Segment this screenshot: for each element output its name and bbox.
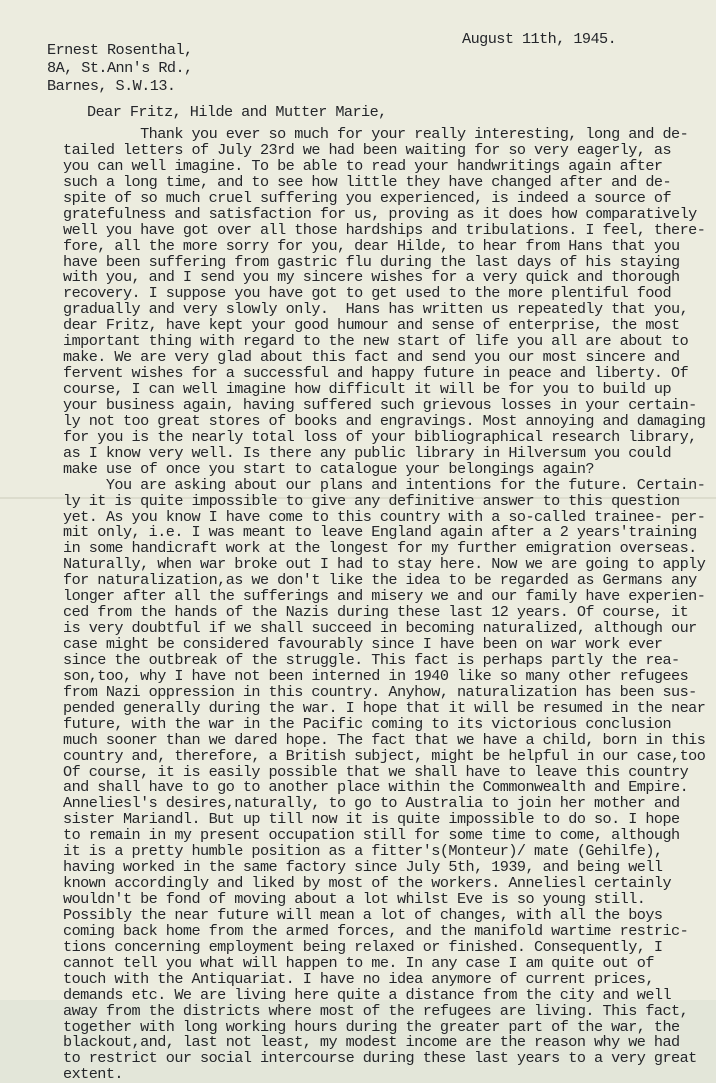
body-text-line: course, I can well imagine how difficult it will be for you to build up [63,380,672,398]
body-text-line: well you have got over all those hardships and tribulations. I feel, there- [63,220,706,239]
body-text-line: together with long working hours during the greater part of the war, the [63,1017,680,1036]
body-text-line: touch with the Antiquariat. I have no idea anymore of current prices, [63,969,654,988]
body-text-line: gradually and very slowly only. Hans has written us repeatedly that you, [63,300,689,319]
body-text-line: country and, therefore, a British subject, might be helpful in our case,too [63,746,706,765]
body-text-line: to remain in my present occupation still for some time to come, although [63,826,680,845]
body-text-line: blackout,and, last not least, my modest income are the reason why we had [63,1033,680,1052]
body-text-line: tions concerning employment being relaxed or finished. Consequently, I [63,937,663,956]
body-text-line: extent. [63,1065,123,1083]
body-text-line: longer after all the sufferings and misery we and our family have experien- [63,587,706,606]
letter-date: August 11th, 1945. [462,30,617,48]
body-text-line: from Nazi oppression in this country. Anyhow, naturalization has been sus- [63,682,697,701]
sender-address-line: Ernest Rosenthal, [47,41,193,59]
body-text-line: make. We are very glad about this fact and send you our most sincere and [63,348,680,367]
body-text-line: Thank you ever so much for your really interesting, long and de- [63,125,689,143]
body-text-line: much sooner than we dared hope. The fact that we have a child, born in this [63,730,706,749]
body-text-line: wouldn't be fond of moving about a lot whilst Eve is so young still. [63,890,646,908]
body-text-line: future, with the war in the Pacific coming to its victorious conclusion [63,714,672,733]
sender-address-line: 8A, St.Ann's Rd., [47,59,193,77]
body-text-line: yet. As you know I have come to this country with a so-called trainee- per- [63,507,706,526]
body-text-line: Naturally, when war broke out I had to stay here. Now we are going to apply [63,555,706,574]
letter-body [63,125,706,1083]
body-text-line: fervent wishes for a successful and happy future in peace and liberty. Of [63,364,689,383]
body-text-line: in some handicraft work at the longest for my further emigration overseas. [63,539,697,558]
body-text-line: to restrict our social intercourse during these last years to a very great [63,1049,697,1068]
body-text-line: tailed letters of July 23rd we had been waiting for so very eagerly, as [63,140,672,159]
body-text-line: known accordingly and liked by most of the workers. Anneliesl certainly [63,874,672,893]
body-text-line: with you, and I send you my sincere wishes for a very quick and thorough [63,268,680,287]
body-text-line: cannot tell you what will happen to me. In any case I am quite out of [63,953,654,972]
body-text-line: Anneliesl's desires,naturally, to go to Australia to join her mother and [63,794,680,813]
sender-address [47,41,193,95]
body-text-line: for naturalization,as we don't like the idea to be regarded as Germans any [63,571,697,590]
body-text-line: ly it is quite impossible to give any definitive answer to this question [63,491,680,510]
body-text-line: sister Mariandl. But up till now it is quite impossible to do so. I hope [63,810,680,829]
body-text-line: coming back home from the armed forces, and the manifold wartime restric- [63,921,689,940]
letter-salutation: Dear Fritz, Hilde and Mutter Marie, [87,103,387,121]
body-text-line: Of course, it is easily possible that we shall have to leave this country [63,762,689,781]
body-text-line: son,too, why I have not been interned in 1940 like so many other refugees [63,666,689,685]
body-text-line: Possibly the near future will mean a lot of changes, with all the boys [63,905,663,924]
body-text-line: demands etc. We are living here quite a distance from the city and well [63,985,672,1004]
body-text-line: it is a pretty humble position as a fitter's(Monteur)/ mate (Gehilfe), [63,842,663,861]
body-text-line: since the outbreak of the struggle. This fact is perhaps partly the rea- [63,650,680,669]
body-text-line: ly not too great stores of books and engravings. Most annoying and damaging [63,411,706,430]
body-text-line: and shall have to go to another place within the Commonwealth and Empire. [63,778,689,797]
sender-address-line: Barnes, S.W.13. [47,77,176,95]
body-text-line: fore, all the more sorry for you, dear Hilde, to hear from Hans that you [63,236,680,255]
body-text-line: important thing with regard to the new start of life you all are about to [63,332,689,351]
body-text-line: is very doubtful if we shall succeed in becoming naturalized, although our [63,619,697,638]
body-text-line: mit only, i.e. I was meant to leave England again after a 2 years'training [63,523,697,542]
body-text-line: case might be considered favourably since I have been on war work ever [63,635,663,653]
body-text-line: as I know very well. Is there any public library in Hilversum you could [63,443,672,462]
body-text-line: recovery. I suppose you have got to get used to the more plentiful food [63,284,672,303]
body-text-line: gratefulness and satisfaction for us, proving as it does how comparatively [63,204,697,223]
body-text-line: for you is the nearly total loss of your bibliographical research library, [63,427,697,446]
body-text-line: your business again, having suffered such grievous losses in your certain- [63,395,697,414]
body-text-line: You are asking about our plans and intentions for the future. Certain- [63,475,706,494]
body-text-line: away from the districts where most of the refugees are living. This fact, [63,1001,689,1020]
body-text-line: pended generally during the war. I hope that it will be resumed in the near [63,698,706,717]
body-text-line: have been suffering from gastric flu during the last days of his staying [63,252,680,271]
body-text-line: spite of so much cruel suffering you experienced, is indeed a source of [63,188,672,207]
body-text-line: ced from the hands of the Nazis during these last 12 years. Of course, it [63,603,689,622]
body-text-line: having worked in the same factory since July 5th, 1939, and being well [63,858,663,877]
body-text-line: make use of once you start to catalogue your belongings again? [63,459,594,478]
body-text-line: you can well imagine. To be able to read your handwritings again after [63,156,663,175]
body-text-line: dear Fritz, have kept your good humour and sense of enterprise, the most [63,316,680,335]
body-text-line: such a long time, and to see how little they have changed after and de- [63,172,672,191]
